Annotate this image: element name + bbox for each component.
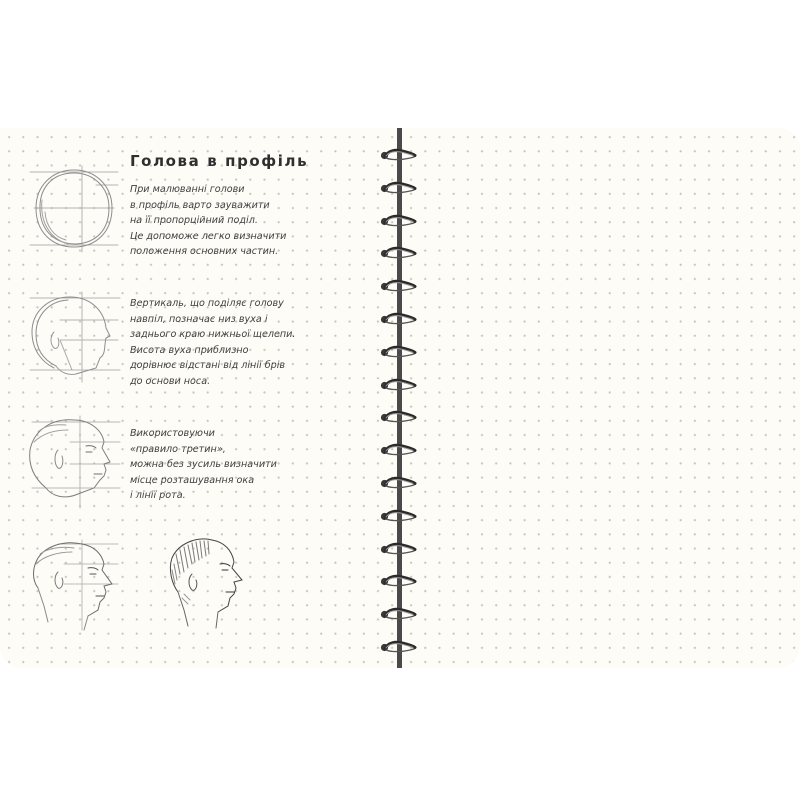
text-line: місце розташування ока — [130, 474, 255, 486]
head-profile-shaded-drawing — [162, 534, 252, 634]
spiral-ring — [380, 574, 418, 589]
spiral-ring — [380, 542, 418, 557]
head-features-sketch — [20, 412, 124, 512]
right-page — [402, 128, 800, 668]
text-line: і лінії рота. — [130, 490, 186, 502]
spiral-ring — [380, 640, 418, 655]
text-line: на її пропорційний поділ. — [130, 215, 258, 227]
thirds-rule-paragraph — [130, 426, 277, 504]
head-profile-line-sketch — [18, 536, 124, 634]
page-title: Голова в профіль — [130, 152, 309, 170]
spiral-ring — [380, 345, 418, 360]
spiral-ring — [380, 443, 418, 458]
spiral-ring — [380, 607, 418, 622]
text-line: Вертикаль, що поділяє голову — [130, 298, 284, 309]
text-line: Це допоможе легко визначити — [130, 230, 287, 242]
text-line: в профіль варто зауважити — [130, 199, 270, 211]
spiral-ring — [380, 181, 418, 196]
intro-paragraph — [130, 182, 286, 260]
text-line: заднього краю нижньої щелепи. — [130, 329, 296, 341]
text-line: до основи носа. — [130, 375, 211, 387]
text-line: «правило третин», — [130, 443, 226, 455]
spiral-ring — [380, 246, 418, 261]
spiral-ring — [380, 279, 418, 294]
spiral-ring — [380, 509, 418, 524]
text-line: При малюванні голови — [130, 184, 245, 195]
text-line: навпіл, позначає низ вуха і — [130, 313, 268, 325]
spiral-ring — [380, 214, 418, 229]
spiral-ring — [380, 148, 418, 163]
text-line: можна без зусиль визначити — [130, 459, 277, 471]
text-line: положення основних частин. — [130, 246, 279, 258]
text-line: Використовуючи — [130, 428, 215, 439]
spiral-ring — [380, 476, 418, 491]
text-line: Висота вуха приблизно — [130, 344, 249, 356]
head-construction-sketch — [20, 288, 124, 388]
text-line: дорівнює відстані від лінії брів — [130, 360, 286, 372]
proportion-paragraph — [130, 296, 295, 390]
head-circle-sketch — [22, 160, 122, 260]
spiral-ring — [380, 410, 418, 425]
spiral-ring — [380, 378, 418, 393]
spiral-ring — [380, 312, 418, 327]
